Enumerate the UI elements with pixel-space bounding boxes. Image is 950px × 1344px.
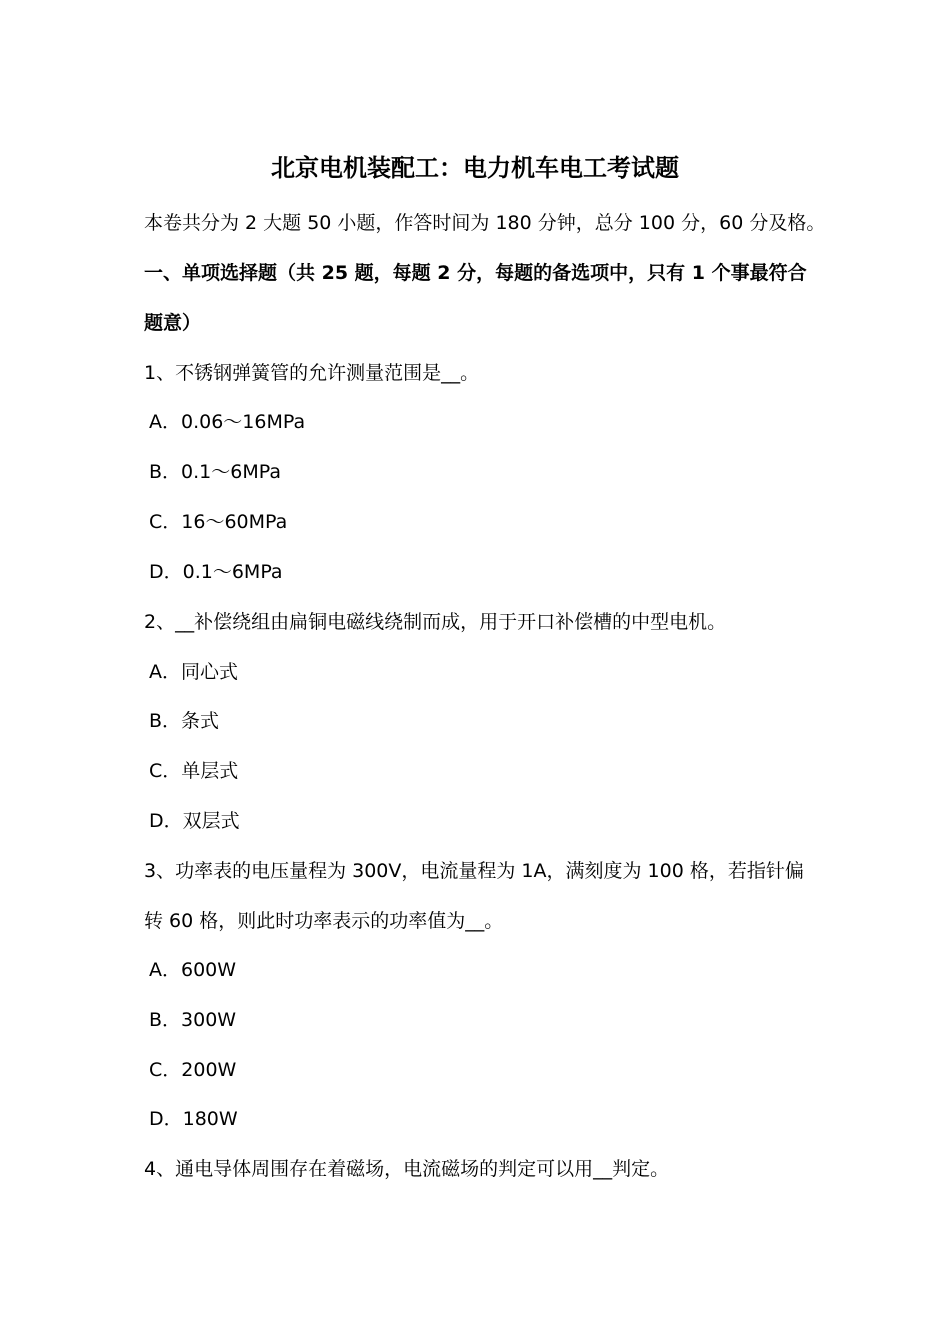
question-2-option-a: A．同心式 — [149, 661, 238, 683]
question-3-option-c: C．200W — [149, 1059, 237, 1081]
section-heading-line-2: 题意） — [144, 312, 202, 334]
question-2-option-c: C．单层式 — [149, 760, 239, 782]
question-3-stem-line-2: 转 60 格，则此时功率表示的功率值为__。 — [144, 910, 504, 932]
exam-intro: 本卷共分为 2 大题 50 小题，作答时间为 180 分钟，总分 100 分，60 分及格。 — [144, 212, 826, 234]
question-3-option-d: D．180W — [149, 1108, 238, 1130]
question-1-option-a: A．0.06～16MPa — [149, 411, 306, 433]
question-1-stem: 1、不锈钢弹簧管的允许测量范围是__。 — [144, 362, 480, 384]
question-1-option-b: B．0.1～6MPa — [149, 461, 281, 483]
question-4-stem: 4、通电导体周围存在着磁场，电流磁场的判定可以用__判定。 — [144, 1158, 670, 1180]
question-2-stem: 2、__补偿绕组由扁铜电磁线绕制而成，用于开口补偿槽的中型电机。 — [144, 611, 727, 633]
section-heading-line-1: 一、单项选择题（共 25 题，每题 2 分，每题的备选项中，只有 1 个事最符合 — [144, 262, 807, 284]
question-3-option-a: A．600W — [149, 959, 237, 981]
page-title: 北京电机装配工：电力机车电工考试题 — [271, 154, 679, 182]
question-3-stem-line-1: 3、功率表的电压量程为 300V，电流量程为 1A，满刻度为 100 格，若指针偏 — [144, 860, 804, 882]
question-1-option-c: C．16～60MPa — [149, 511, 288, 533]
question-2-option-d: D．双层式 — [149, 810, 240, 832]
question-3-option-b: B．300W — [149, 1009, 237, 1031]
question-1-option-d: D．0.1～6MPa — [149, 561, 283, 583]
question-2-option-b: B．条式 — [149, 710, 220, 732]
